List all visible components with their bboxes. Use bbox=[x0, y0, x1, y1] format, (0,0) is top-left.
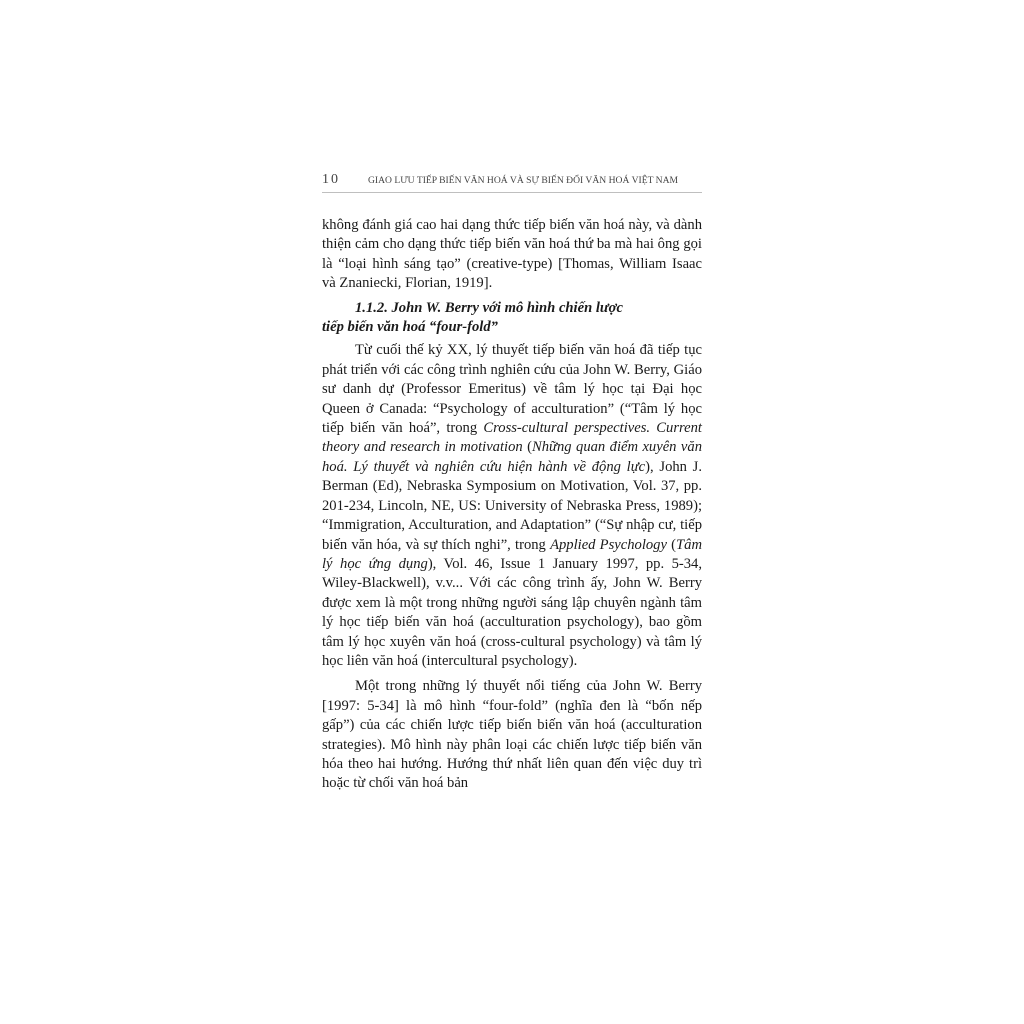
section-heading-line-2: tiếp biến văn hoá “four-fold” bbox=[322, 319, 498, 336]
text-run: ), John J. Berman (Ed), Nebraska Symposium on Motivation, Vol. 37, pp. 201-234, Lincoln, NE, US: University of Nebraska Press, 1989); “Immigration, Acculturation, and Adaptation” (“Sự nhập cư, tiếp biến văn hóa, và sự thích nghi”, trong bbox=[322, 458, 702, 553]
page-number: 10 bbox=[322, 172, 340, 187]
italic-journal-title: Applied Psychology bbox=[550, 536, 667, 553]
section-heading-line-1: 1.1.2. John W. Berry với mô hình chiến lược bbox=[355, 299, 623, 316]
text-run: Từ cuối thế kỷ XX, lý thuyết tiếp biến văn hoá đã tiếp tục phát triển với các công trình nghiên cứu của John W. Berry, Giáo sư danh dự (Professor Emeritus) về tâm lý học tại Đại học Queen ở Canada: “Psychology of acculturation” (“Tâm lý học tiếp biến văn hoá”, trong bbox=[322, 342, 702, 437]
section-heading bbox=[322, 299, 702, 338]
running-title: GIAO LƯU TIẾP BIẾN VĂN HOÁ VÀ SỰ BIẾN ĐỔI VĂN HOÁ VIỆT NAM bbox=[368, 175, 679, 186]
italic-book-title: Cross-cultural perspectives. Current theory and research in motivation bbox=[322, 420, 702, 456]
page-header bbox=[322, 172, 702, 193]
italic-journal-translation: Tâm lý học ứng dụng bbox=[322, 536, 702, 572]
text-run: ( bbox=[522, 439, 532, 456]
text-run: ( bbox=[666, 536, 677, 553]
paragraph-berry-works bbox=[322, 341, 702, 671]
italic-translation: Những quan điểm xuyên văn hoá. Lý thuyết và nghiên cứu hiện hành về động lực bbox=[322, 439, 702, 475]
paragraph-four-fold: Một trong những lý thuyết nổi tiếng của John W. Berry [1997: 5-34] là mô hình “four-fold” (nghĩa đen là “bốn nếp gấp”) của các chiến lược tiếp biến biến văn hoá (acculturation strategies). Mô hình này phân loại các chiến lược tiếp biến văn hóa theo hai hướng. Hướng thứ nhất liên quan đến việc duy trì hoặc từ chối văn hoá bản bbox=[322, 678, 702, 792]
page-body bbox=[322, 216, 702, 800]
paragraph-continued: không đánh giá cao hai dạng thức tiếp biến văn hoá này, và dành thiện cảm cho dạng thức tiếp biến văn hoá thứ ba mà hai ông gọi là “loại hình sáng tạo” (creative-type) [Thomas, William Isaac và Znaniecki, Florian, 1919]. bbox=[322, 217, 702, 292]
text-run: ), Vol. 46, Issue 1 January 1997, pp. 5-34, Wiley-Blackwell), v.v... Với các công trình ấy, John W. Berry được xem là một trong những người sáng lập chuyên ngành tâm lý học tiếp biến văn hoá (acculturation psychology), bao gồm tâm lý học xuyên văn hoá (cross-cultural psychology) và tâm lý học liên văn hoá (intercultural psychology). bbox=[322, 555, 702, 669]
